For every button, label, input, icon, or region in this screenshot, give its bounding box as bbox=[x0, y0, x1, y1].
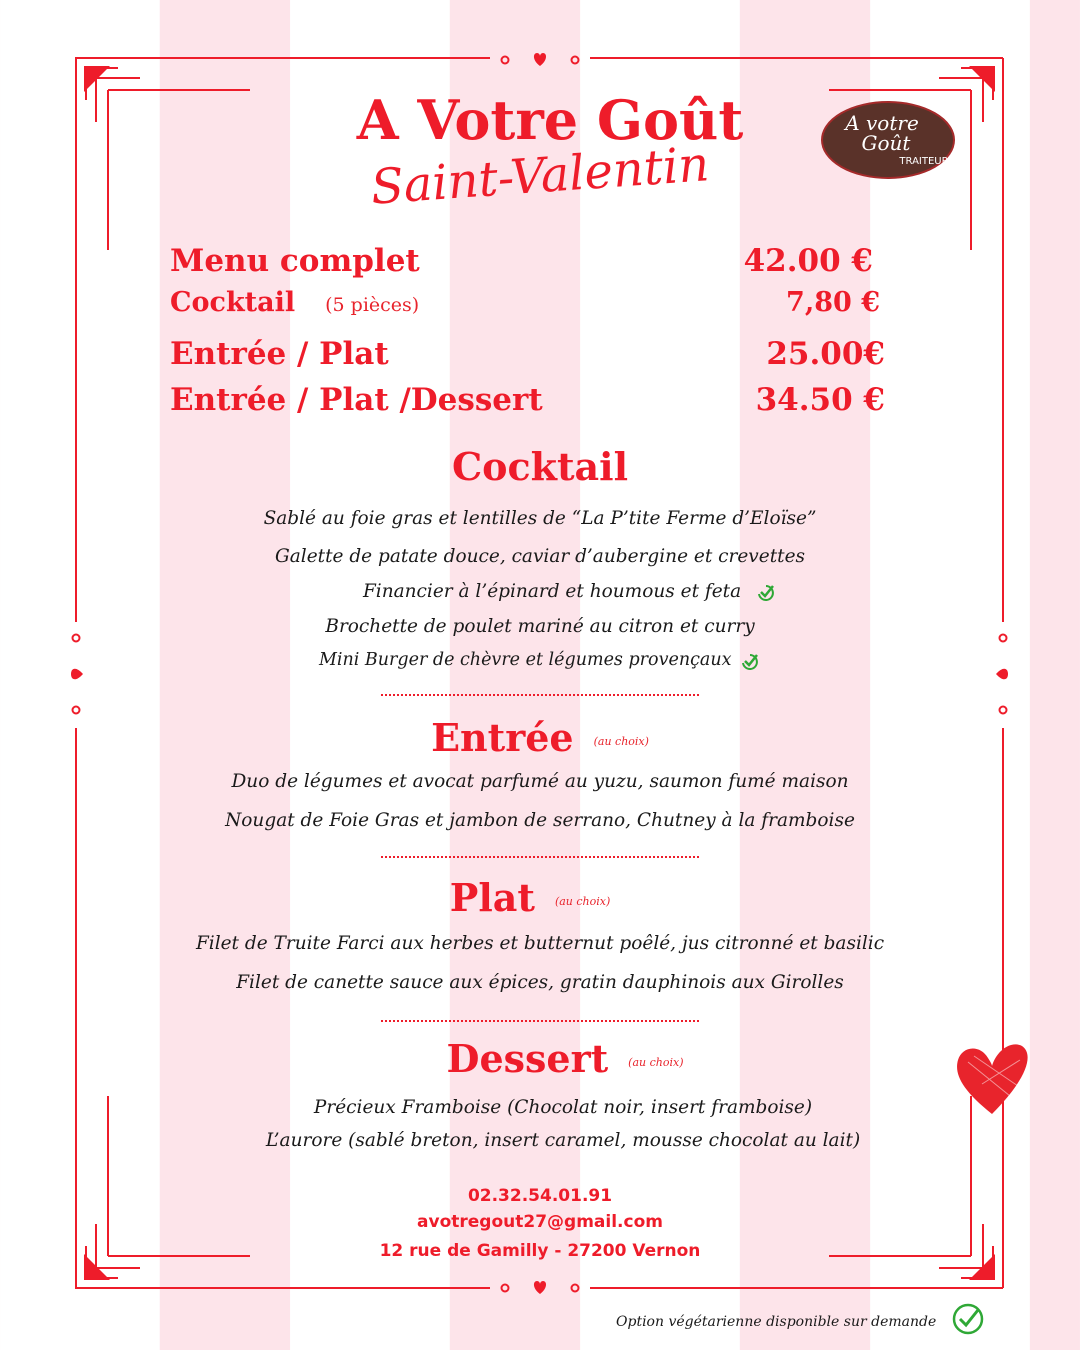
check-leaf-icon bbox=[755, 582, 777, 602]
menu-item: Financier à l’épinard et houmous et feta bbox=[30, 581, 1080, 602]
menu-item: Filet de Truite Farci aux herbes et butternut poêlé, jus citronné et basilic bbox=[195, 933, 885, 954]
section-title-cocktail: Cocktail bbox=[451, 444, 629, 489]
price-row-cocktail bbox=[170, 287, 885, 323]
section-note: (au choix) bbox=[628, 1056, 684, 1069]
price-label: Entrée / Plat /Dessert bbox=[170, 382, 543, 418]
section-note: (au choix) bbox=[593, 735, 649, 748]
logo-line2: Goût bbox=[861, 131, 911, 155]
menu-item: Filet de canette sauce aux épices, gratin dauphinois aux Girolles bbox=[236, 972, 844, 993]
menu-item: Précieux Framboise (Chocolat noir, insert framboise) bbox=[313, 1097, 813, 1118]
section-note: (au choix) bbox=[554, 895, 611, 908]
price-row-entree-plat bbox=[170, 336, 885, 376]
section-title-dessert: Dessert (au choix) bbox=[446, 1036, 684, 1081]
price-label: Entrée / Plat bbox=[170, 336, 389, 372]
price-row-menu-complet bbox=[170, 243, 885, 283]
section-divider bbox=[381, 694, 699, 696]
vegetarian-footnote: Option végétarienne disponible sur demande bbox=[616, 1302, 985, 1336]
menu-item: Mini Burger de chèvre et légumes provençaux bbox=[0, 650, 1080, 671]
price-value: 7,80 € bbox=[786, 287, 880, 318]
price-row-entree-plat-dessert bbox=[170, 382, 885, 422]
price-value: 25.00€ bbox=[766, 336, 885, 372]
logo-line1: A votre bbox=[845, 111, 919, 135]
section-divider bbox=[381, 856, 699, 858]
menu-item: Duo de légumes et avocat parfumé au yuzu, saumon fumé maison bbox=[231, 771, 849, 792]
menu-item: Nougat de Foie Gras et jambon de serrano, Chutney à la framboise bbox=[225, 810, 855, 831]
price-value: 34.50 € bbox=[755, 382, 885, 418]
price-label: Cocktail (5 pièces) bbox=[170, 287, 420, 318]
contact-phone[interactable]: 02.32.54.01.91 bbox=[467, 1186, 613, 1206]
section-title-plat: Plat (au choix) bbox=[449, 875, 611, 920]
menu-title: A Votre Goût bbox=[356, 88, 744, 152]
contact-email[interactable]: avotregout27@gmail.com bbox=[417, 1212, 663, 1232]
price-note: (5 pièces) bbox=[325, 294, 420, 316]
logo-tagline: TRAITEUR bbox=[899, 156, 949, 167]
price-label: Menu complet bbox=[170, 243, 420, 279]
menu-item: Galette de patate douce, caviar d’aubergine et crevettes bbox=[274, 546, 806, 567]
menu-subtitle: Saint-Valentin bbox=[369, 136, 711, 216]
menu-item: Sablé au foie gras et lentilles de “La P’tite Ferme d’Eloïse” bbox=[263, 508, 817, 529]
section-title-entree: Entrée (au choix) bbox=[431, 715, 649, 760]
check-leaf-icon bbox=[951, 1302, 985, 1336]
section-divider bbox=[381, 1020, 699, 1022]
contact-address: 12 rue de Gamilly - 27200 Vernon bbox=[379, 1241, 701, 1261]
brand-logo bbox=[820, 100, 956, 180]
menu-item: L’aurore (sablé breton, insert caramel, mousse chocolat au lait) bbox=[265, 1130, 861, 1151]
price-value: 42.00 € bbox=[743, 243, 873, 279]
check-leaf-icon bbox=[739, 651, 761, 671]
heart-icon bbox=[952, 1038, 1032, 1118]
menu-item: Brochette de poulet mariné au citron et curry bbox=[325, 616, 755, 637]
